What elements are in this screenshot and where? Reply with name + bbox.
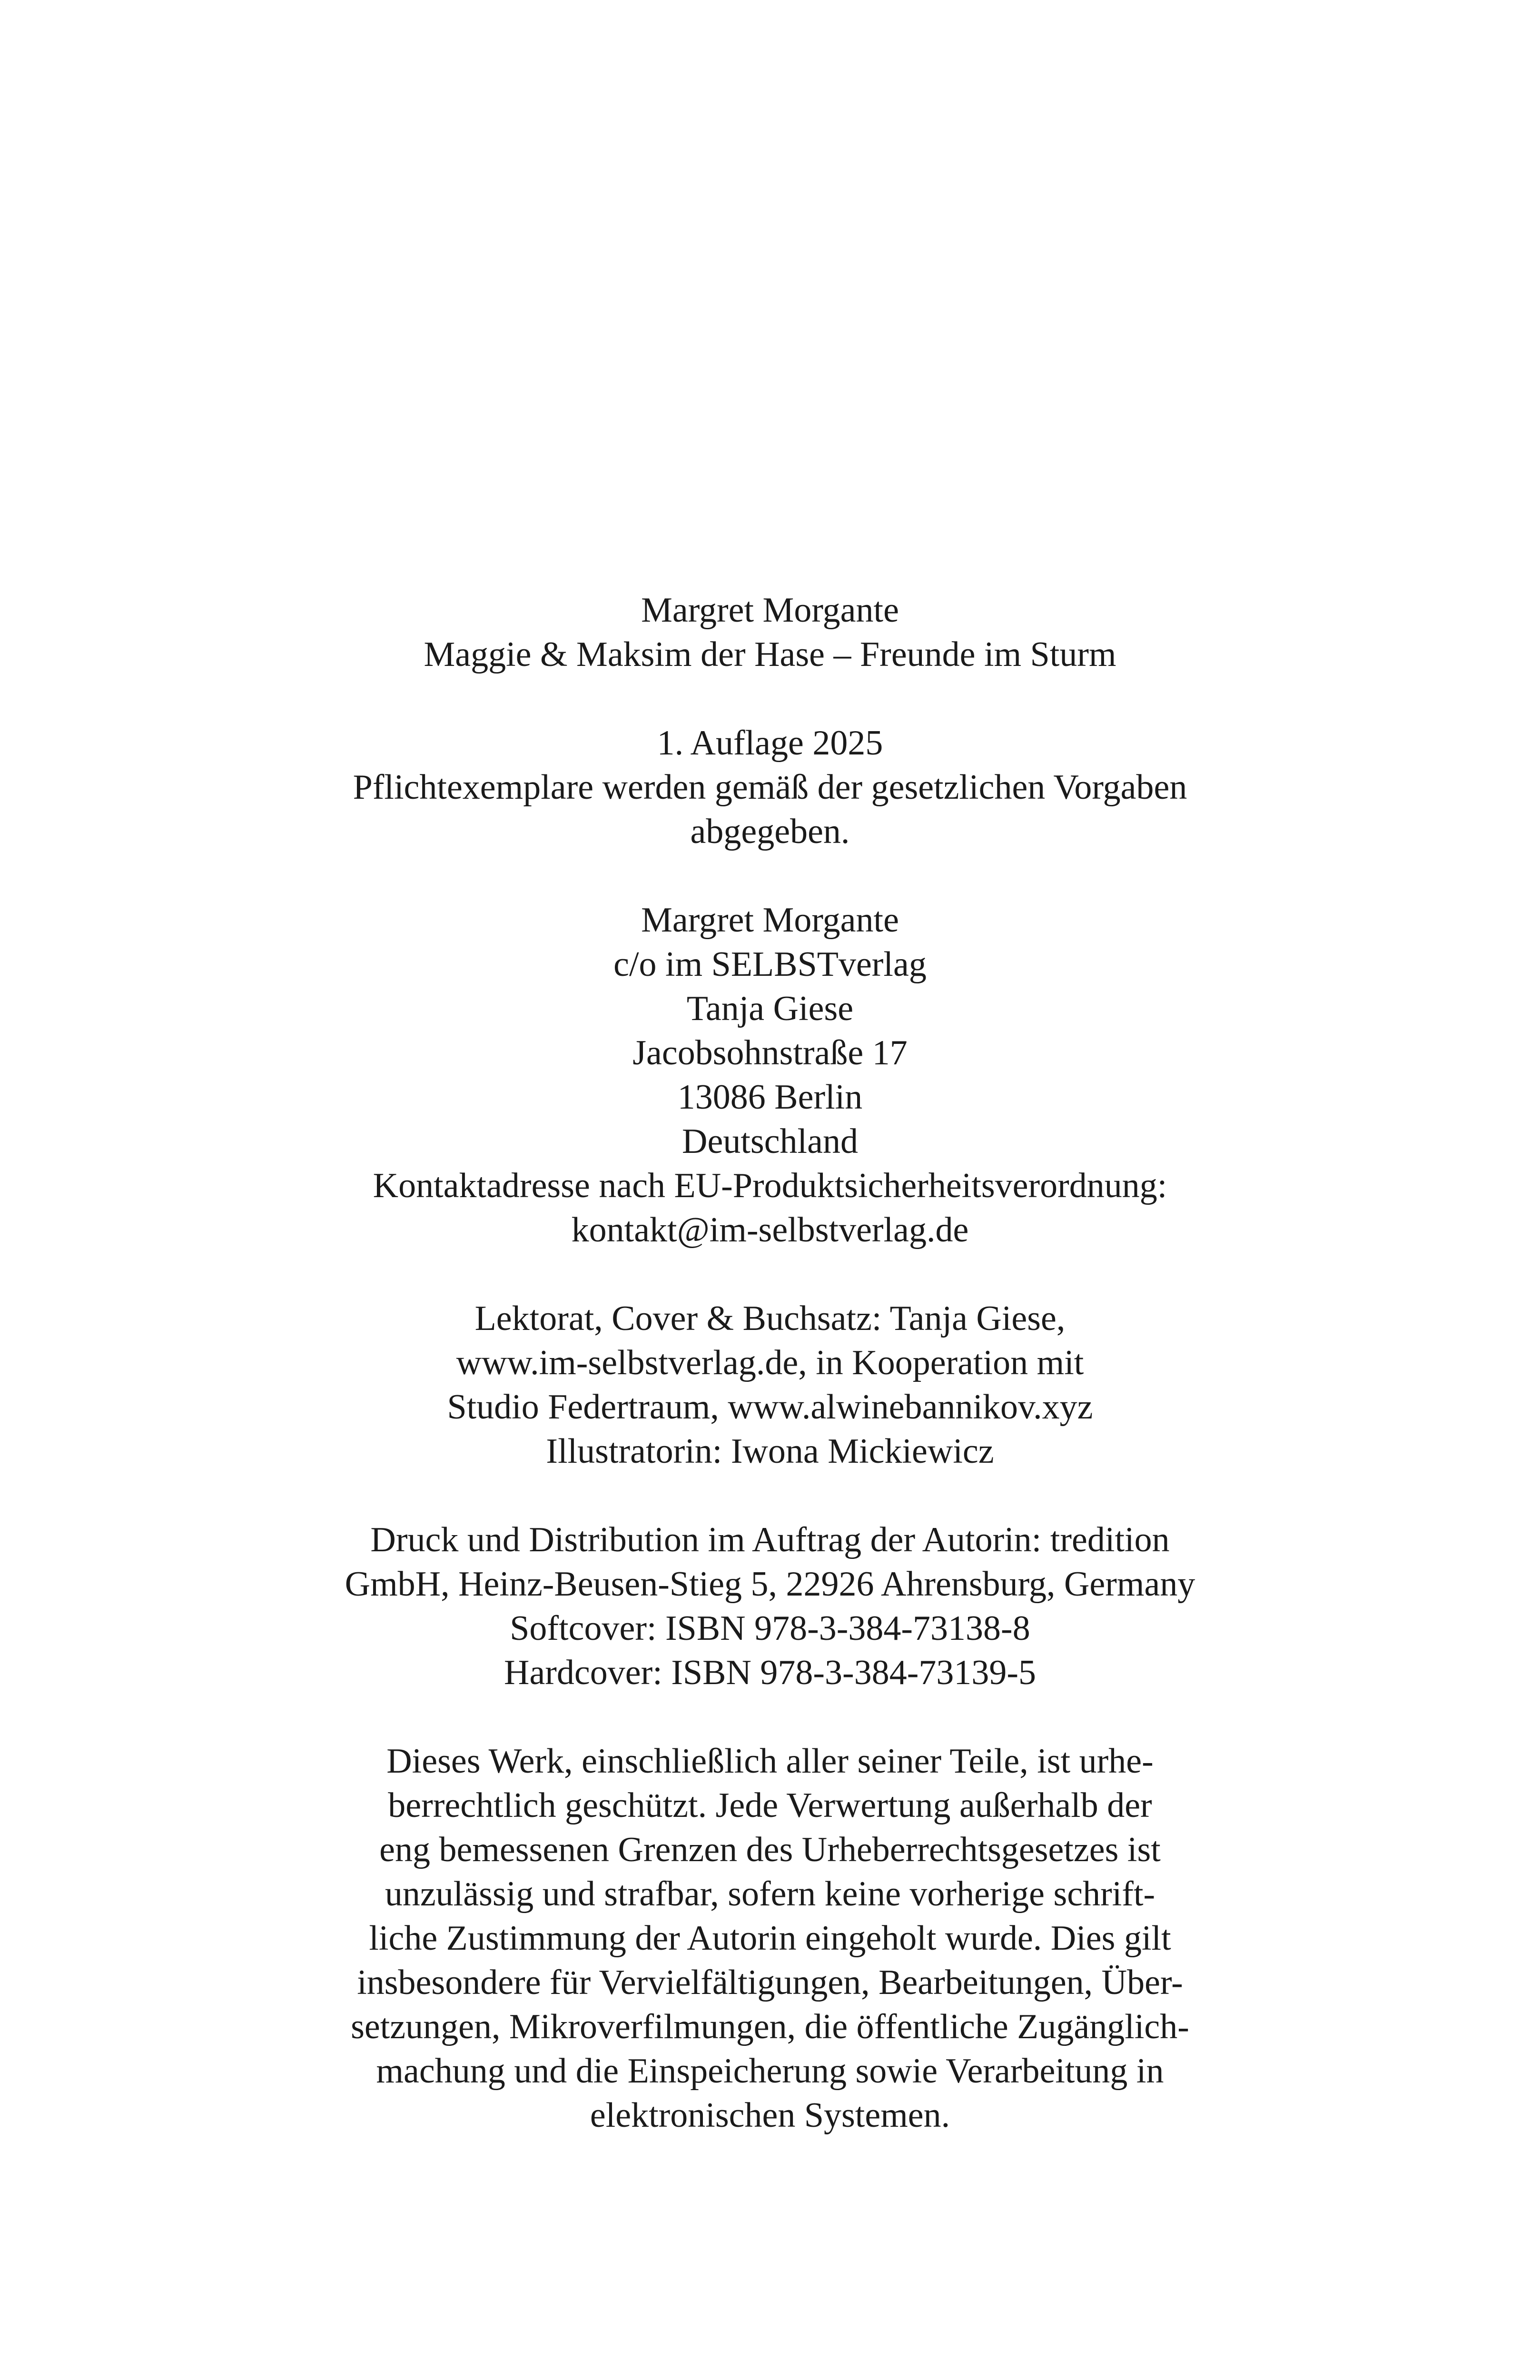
copyright-line: berrechtlich geschützt. Jede Verwertung außerhalb der <box>388 1786 1152 1825</box>
isbn-softcover: Softcover: ISBN 978-3-384-73138-8 <box>510 1609 1030 1648</box>
copyright-line: Dieses Werk, einschließlich aller seiner Teile, ist urhe- <box>386 1742 1154 1781</box>
deposit-line: Pflichtexemplare werden gemäß der gesetzlichen Vorgaben <box>353 768 1187 807</box>
copyright-line: setzungen, Mikroverfilmungen, die öffentliche Zugänglich- <box>351 2007 1189 2046</box>
spacer <box>0 1695 1540 1739</box>
copyright-line: machung und die Einspeicherung sowie Verarbeitung in <box>376 2052 1164 2091</box>
edition-block <box>0 721 1540 854</box>
address-city: 13086 Berlin <box>677 1078 863 1117</box>
copyright-block <box>0 1739 1540 2138</box>
address-block <box>0 898 1540 1252</box>
contact-label: Kontaktadresse nach EU-Produktsicherheitsverordnung: <box>373 1166 1167 1205</box>
title-block <box>0 588 1540 677</box>
copyright-line: liche Zustimmung der Autorin eingeholt wurde. Dies gilt <box>369 1919 1171 1958</box>
author-name: Margret Morgante <box>641 591 899 630</box>
spacer <box>0 677 1540 721</box>
spacer <box>0 1474 1540 1518</box>
edition-line: 1. Auflage 2025 <box>657 724 883 763</box>
address-street: Jacobsohnstraße 17 <box>632 1033 908 1072</box>
credits-line: www.im-selbstverlag.de, in Kooperation mit <box>456 1343 1084 1382</box>
credits-line: Studio Federtraum, www.alwinebannikov.xyz <box>447 1388 1093 1427</box>
contact-email: kontakt@im-selbstverlag.de <box>571 1210 969 1250</box>
address-name: Margret Morgante <box>641 901 899 940</box>
isbn-hardcover: Hardcover: ISBN 978-3-384-73139-5 <box>504 1653 1036 1692</box>
spacer <box>0 1252 1540 1297</box>
credits-line: Lektorat, Cover & Buchsatz: Tanja Giese, <box>474 1299 1066 1338</box>
print-block <box>0 1518 1540 1695</box>
spacer <box>0 854 1540 898</box>
print-line: GmbH, Heinz-Beusen-Stieg 5, 22926 Ahrensburg, Germany <box>345 1565 1195 1604</box>
print-line: Druck und Distribution im Auftrag der Autorin: tredition <box>370 1520 1170 1559</box>
address-care-of: c/o im SELBSTverlag <box>613 945 927 984</box>
copyright-line: insbesondere für Vervielfältigungen, Bearbeitungen, Über- <box>357 1963 1183 2002</box>
copyright-line: elektronischen Systemen. <box>590 2096 950 2135</box>
deposit-line: abgegeben. <box>690 812 850 851</box>
copyright-line: eng bemessenen Grenzen des Urheberrechtsgesetzes ist <box>379 1830 1161 1869</box>
book-title: Maggie & Maksim der Hase – Freunde im Sturm <box>424 635 1116 674</box>
imprint-text <box>0 588 1540 2138</box>
address-contact-person: Tanja Giese <box>686 989 854 1028</box>
credits-block <box>0 1297 1540 1474</box>
illustrator-line: Illustratorin: Iwona Mickiewicz <box>546 1432 994 1471</box>
copyright-line: unzulässig und strafbar, sofern keine vorherige schrift- <box>385 1874 1155 1914</box>
address-country: Deutschland <box>682 1122 858 1161</box>
